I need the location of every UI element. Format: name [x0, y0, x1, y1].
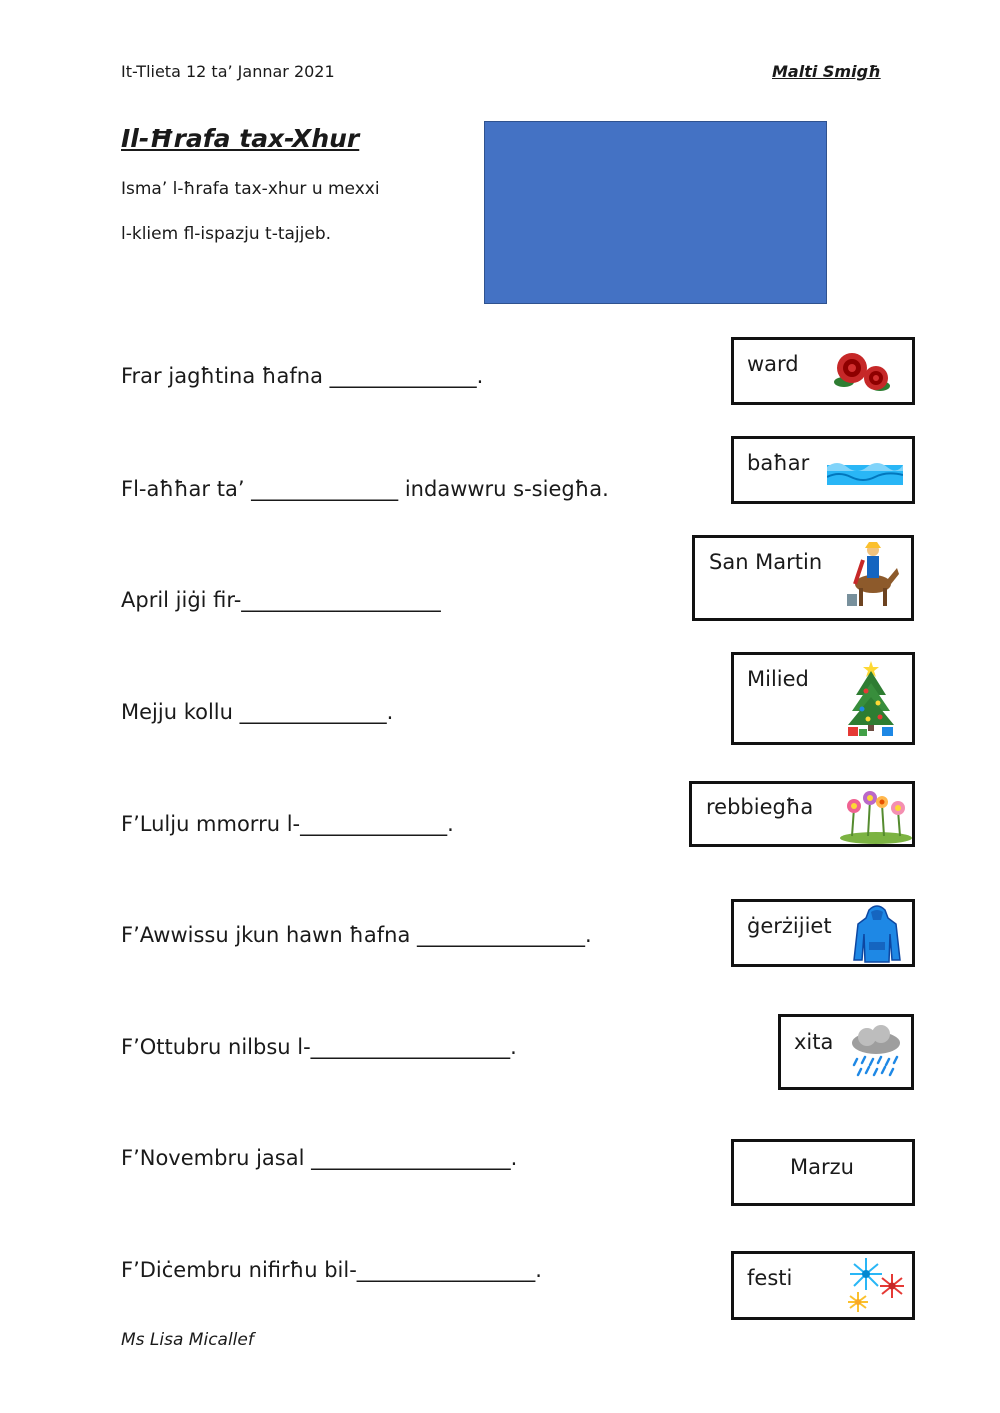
hoodie-icon [852, 904, 902, 964]
word-card-label: festi [747, 1266, 793, 1290]
sentence-4: Mejju kollu ______________. [121, 700, 394, 724]
flowers-icon [838, 786, 914, 844]
word-card-festi[interactable] [731, 1251, 915, 1320]
word-card-label: rebbiegħa [706, 795, 814, 819]
word-card-bahar[interactable] [731, 436, 915, 504]
rose-icon [830, 346, 894, 396]
word-card-label: xita [794, 1030, 834, 1054]
sentence-7: F’Ottubru nilbsu l-___________________. [121, 1035, 517, 1059]
christmas-tree-icon [846, 659, 896, 737]
sentence-2: Fl-aħħar ta’ ______________ indawwru s-siegħa. [121, 477, 609, 501]
sentence-8: F’Novembru jasal ___________________. [121, 1146, 518, 1170]
word-card-label: San Martin [709, 550, 823, 574]
rain-cloud-icon [849, 1025, 903, 1079]
sentence-9: F’Diċembru nifirħu bil-_________________. [121, 1258, 542, 1282]
fireworks-icon [842, 1256, 908, 1316]
sentence-5: F’Lulju mmorru l-______________. [121, 812, 454, 836]
date-header: It-Tlieta 12 ta’ Jannar 2021 [121, 62, 335, 81]
word-card-label: ward [747, 352, 799, 376]
word-card-label: baħar [747, 451, 810, 475]
sentence-6: F’Awwissu jkun hawn ħafna ________________. [121, 923, 592, 947]
word-card-marzu[interactable] [731, 1139, 915, 1206]
word-card-san-martin[interactable] [692, 535, 914, 621]
word-card-xita[interactable] [778, 1014, 914, 1090]
author-footer: Ms Lisa Micallef [121, 1330, 254, 1350]
word-card-label: Marzu [790, 1155, 854, 1179]
sentence-3: April jiġi fir-___________________ [121, 588, 441, 612]
word-card-label: Milied [747, 667, 809, 691]
word-card-gerzijiet[interactable] [731, 899, 915, 967]
instruction-line-2: l-kliem fl-ispazju t-tajjeb. [121, 224, 332, 244]
word-card-label: ġerżijiet [747, 914, 832, 938]
sentence-1: Frar jagħtina ħafna ______________. [121, 364, 484, 388]
word-card-rebbiegha[interactable] [689, 781, 915, 847]
instruction-line-1: Isma’ l-ħrafa tax-xhur u mexxi [121, 179, 380, 199]
word-card-milied[interactable] [731, 652, 915, 745]
subject-header: Malti Smigħ [772, 62, 881, 81]
sea-wave-icon [827, 459, 903, 485]
horse-rider-icon [843, 540, 901, 610]
worksheet-title: Il-Ħrafa tax-Xhur [121, 124, 360, 153]
blue-placeholder-box [484, 121, 827, 304]
word-card-ward[interactable] [731, 337, 915, 405]
